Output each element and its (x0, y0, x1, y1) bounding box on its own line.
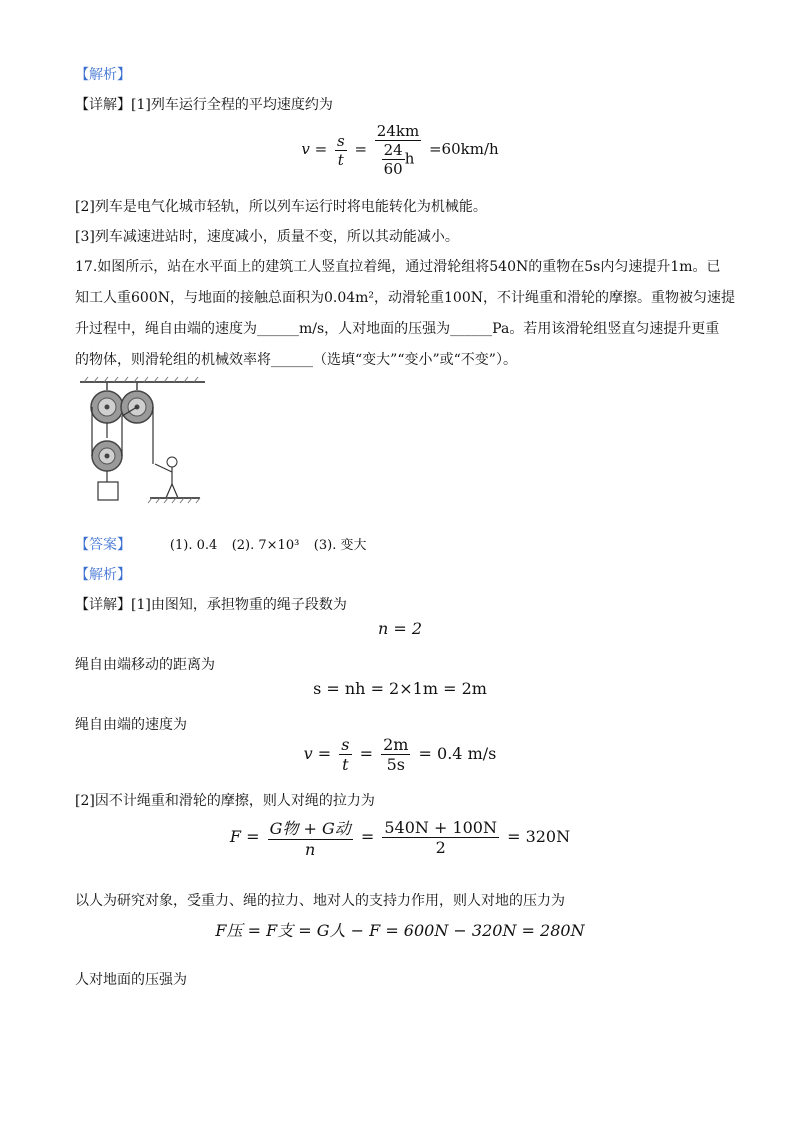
fraction-num: 24 (383, 141, 403, 159)
question-line: 升过程中，绳自由端的速度为______m/s，人对地面的压强为______Pa。若用该滑轮组竖直匀速提升更重 (75, 321, 720, 337)
formula-result: = 320N (507, 827, 571, 846)
fraction-num: 540N + 100N (384, 818, 497, 837)
formula-pressure-force: F压 = F支 = G人 − F = 600N − 320N = 280N (215, 921, 585, 940)
answer-item: (2). 7×10³ (231, 538, 300, 553)
question-line: 17.如图所示，站在水平面上的建筑工人竖直拉着绳，通过滑轮组将540N的重物在5s内匀速提升1m。已 (75, 259, 721, 275)
formula-average-speed (0, 122, 800, 178)
detail-line: 【详解】[1]由图知，承担物重的绳子段数为 (75, 597, 347, 613)
text-line: 绳自由端移动的距离为 (75, 657, 215, 673)
fraction-num: s (341, 735, 350, 754)
answer-tag: 【答案】 (75, 537, 131, 553)
formula-eq: = (359, 744, 373, 763)
formula-eq: = (360, 827, 375, 846)
fraction-den: 5s (386, 755, 405, 774)
formula-n: n = 2 (377, 619, 423, 638)
formula-result: =60km/h (428, 140, 499, 158)
formula-eq: = (314, 140, 328, 158)
fraction-2m-5s (381, 735, 410, 774)
fraction-num: s (336, 131, 345, 150)
text-line: [3]列车减速进站时，速度减小，质量不变，所以其动能减小。 (75, 229, 459, 245)
analysis-tag: 【解析】 (75, 67, 131, 83)
text-line: 绳自由端的速度为 (75, 717, 187, 733)
fraction-values (382, 818, 499, 857)
question-line: 知工人重600N，与地面的接触总面积为0.04m²，动滑轮重100N，不计绳重和滑轮的摩擦。重物被匀速提 (75, 290, 736, 306)
answer-item: (1). 0.4 (169, 538, 218, 553)
fraction-num: 2m (383, 735, 409, 754)
formula-distance: s = nh = 2×1m = 2m (313, 679, 487, 698)
fraction-den: t (337, 150, 344, 169)
formula-eq: = (317, 744, 332, 763)
formula-eq: = (354, 140, 368, 158)
pulley-diagram (80, 376, 210, 511)
text-line: [2]因不计绳重和滑轮的摩擦，则人对绳的拉力为 (75, 793, 375, 809)
unit-h: h (404, 149, 415, 168)
detail-line: 【详解】[1]列车运行全程的平均速度约为 (75, 97, 333, 113)
question-line: 的物体，则滑轮组的机械效率将______（选填“变大”“变小”或“不变”）。 (75, 352, 517, 368)
formula-result: = 0.4 m/s (418, 744, 497, 763)
analysis-tag: 【解析】 (75, 567, 131, 583)
formula-v: v (301, 140, 310, 158)
text-line: 人对地面的压强为 (75, 972, 187, 988)
fraction-24-60 (382, 141, 405, 178)
fraction-den (375, 141, 421, 178)
fraction-den: 2 (435, 838, 446, 857)
fraction-num: 24km (376, 122, 420, 140)
fraction-s-t (335, 132, 347, 169)
text-line: [2]列车是电气化城市轻轨，所以列车运行时将电能转化为机械能。 (75, 199, 487, 215)
formula-speed (0, 735, 800, 774)
formula-force (0, 816, 800, 859)
fraction-s-t (339, 735, 351, 774)
fraction-24km (375, 122, 421, 178)
fraction-den: 60 (383, 160, 403, 178)
fraction-num: G物 + G动 (268, 816, 353, 840)
answer-line (75, 534, 376, 554)
answer-item: (3). 变大 (313, 538, 367, 553)
fraction-den: n (305, 840, 316, 859)
fraction-g (268, 816, 353, 859)
fraction-den: t (342, 755, 349, 774)
formula-lhs: F = (229, 827, 260, 846)
formula-v: v (303, 744, 313, 763)
text-line: 以人为研究对象，受重力、绳的拉力、地对人的支持力作用，则人对地的压力为 (75, 893, 565, 909)
